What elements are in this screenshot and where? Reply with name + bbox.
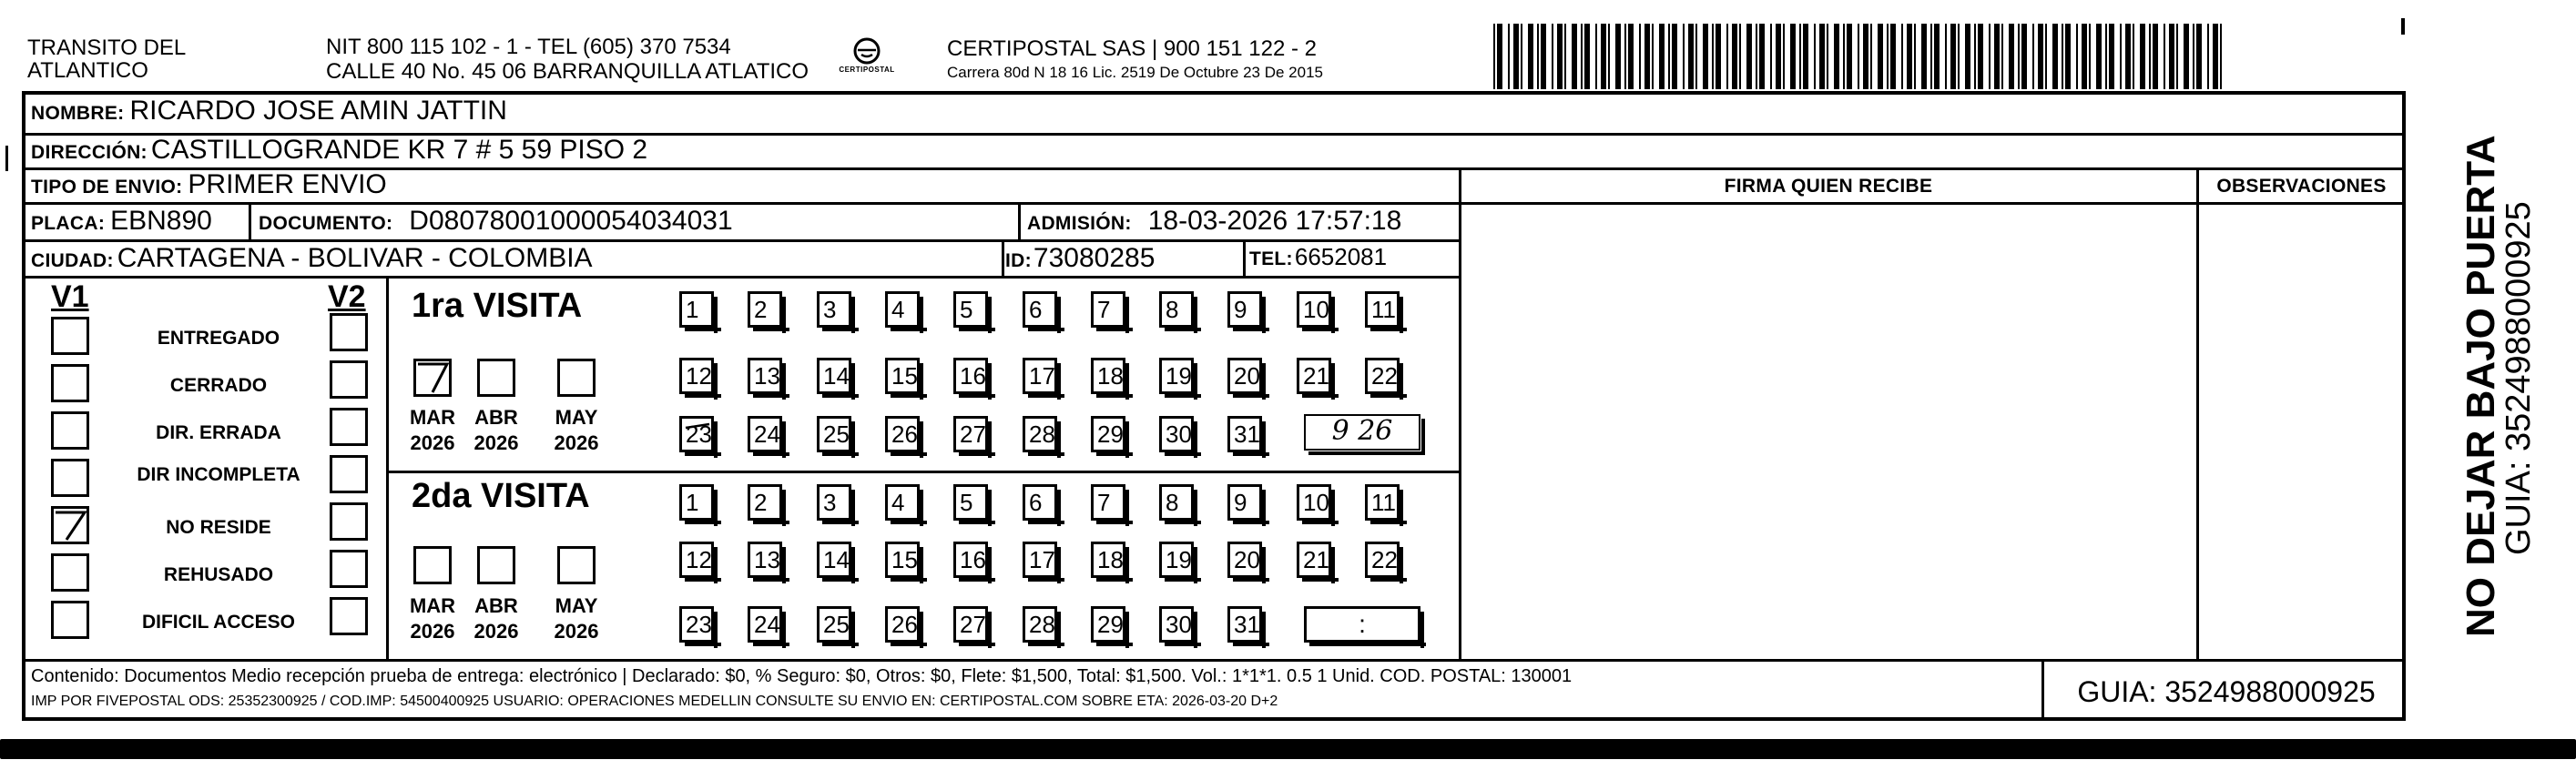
visit1-month-name: MAR	[409, 406, 456, 429]
address-row	[31, 135, 647, 166]
barcode-bar	[1858, 24, 1859, 89]
visit1-month-checkbox-abr[interactable]	[477, 359, 515, 397]
visit2-month-year: 2026	[554, 620, 599, 643]
barcode-bar	[1726, 24, 1728, 89]
visit1-day-6[interactable]: 6	[1023, 291, 1057, 328]
barcode-bar	[1644, 24, 1650, 89]
visit2-day-27[interactable]: 27	[953, 606, 988, 643]
visit2-time-placeholder: :	[1359, 610, 1366, 638]
reason-label-4: DIR INCOMPLETA	[137, 464, 300, 485]
visit1-day-29[interactable]: 29	[1091, 416, 1125, 452]
month-checkmark-icon	[416, 361, 449, 394]
city-label: CIUDAD:	[31, 250, 114, 271]
barcode-bar	[1827, 24, 1828, 89]
v2-checkbox-4[interactable]	[330, 455, 368, 493]
barcode-bar	[2045, 24, 2047, 89]
barcode-bar	[1799, 24, 1801, 89]
barcode-bar	[1843, 24, 1845, 89]
observations-column-header: OBSERVACIONES	[2216, 176, 2387, 197]
barcode-bar	[1608, 24, 1610, 89]
sender-address: CALLE 40 No. 45 06 BARRANQUILLA ATLATICO	[326, 59, 809, 84]
barcode-bar	[1950, 24, 1956, 89]
visit2-day-6[interactable]: 6	[1023, 484, 1057, 521]
visit2-month-year: 2026	[410, 620, 455, 643]
v2-checkbox-3[interactable]	[330, 408, 368, 446]
visit1-day-10[interactable]: 10	[1297, 291, 1331, 328]
visit2-day-25[interactable]: 25	[817, 606, 851, 643]
reason-label-3: DIR. ERRADA	[156, 422, 281, 443]
document-value: D08078001000054034031	[409, 206, 733, 236]
visit2-day-8[interactable]: 8	[1159, 484, 1194, 521]
v2-checkbox-1[interactable]	[330, 313, 368, 351]
barcode-bar	[2062, 24, 2063, 89]
day-strike-mark-icon	[682, 419, 713, 450]
barcode-bar	[2213, 24, 2218, 89]
v2-checkbox-2[interactable]	[330, 360, 368, 399]
barcode-bar	[2009, 24, 2014, 89]
visit2-month-label-mar	[401, 593, 464, 644]
visit1-time-handwritten: 9 26	[1331, 415, 1393, 447]
name-label: NOMBRE:	[31, 103, 125, 124]
visit1-day-8[interactable]: 8	[1159, 291, 1194, 328]
tel-label: TEL:	[1249, 248, 1293, 269]
visit1-month-label-mar	[401, 405, 464, 456]
left-edge-mark	[5, 146, 8, 171]
barcode-bar	[1994, 24, 2000, 89]
barcode-bar	[1887, 24, 1889, 89]
visit2-day-21[interactable]: 21	[1297, 542, 1331, 578]
bottom-bar	[0, 739, 2576, 759]
visit1-day-11[interactable]: 11	[1365, 291, 1400, 328]
barcode-bar	[2164, 24, 2165, 89]
barcode-bar	[1878, 24, 1883, 89]
visit2-day-29[interactable]: 29	[1091, 606, 1125, 643]
city-cell	[31, 243, 593, 274]
visit2-day-17[interactable]: 17	[1023, 542, 1057, 578]
barcode-bar	[1581, 24, 1583, 89]
barcode-bar	[1803, 24, 1808, 89]
sender-nit-tel: NIT 800 115 102 - 1 - TEL (605) 370 7534	[326, 35, 731, 59]
barcode-bar	[1672, 24, 1677, 89]
reason-label-5: NO RESIDE	[166, 517, 271, 538]
visit1-title: 1ra VISITA	[412, 287, 583, 325]
visit2-month-name: MAY	[555, 594, 598, 617]
send-type-label: TIPO DE ENVIO:	[31, 177, 183, 198]
visit2-day-15[interactable]: 15	[885, 542, 920, 578]
v1-checkbox-3[interactable]	[51, 411, 89, 450]
barcode-bar	[1601, 24, 1606, 89]
id-label: ID:	[1005, 250, 1032, 271]
barcode-bar	[2184, 24, 2189, 89]
visit1-month-name: ABR	[474, 406, 518, 429]
v2-checkbox-5[interactable]	[330, 502, 368, 541]
barcode-bar	[1659, 24, 1665, 89]
certipostal-logo	[830, 36, 903, 82]
visit2-day-14[interactable]: 14	[817, 542, 851, 578]
v2-header: V2	[328, 279, 366, 314]
visit2-day-23[interactable]: 23	[679, 606, 714, 643]
barcode-bar	[1628, 24, 1634, 89]
visit1-day-27[interactable]: 27	[953, 416, 988, 452]
v1-checkbox-4[interactable]	[51, 459, 89, 497]
barcode-bar	[1934, 24, 1940, 89]
address-label: DIRECCIÓN:	[31, 142, 148, 163]
barcode-bar	[1989, 24, 1991, 89]
visit2-month-checkbox-may[interactable]	[557, 546, 596, 584]
barcode-bar	[1814, 24, 1816, 89]
visit1-day-30[interactable]: 30	[1159, 416, 1194, 452]
barcode-bar	[2149, 24, 2151, 89]
visit1-month-year: 2026	[473, 431, 519, 454]
visit2-day-13[interactable]: 13	[748, 542, 782, 578]
barcode-bar	[2120, 24, 2122, 89]
visit1-month-checkbox-mar[interactable]	[413, 359, 452, 397]
visit2-day-19[interactable]: 19	[1159, 542, 1194, 578]
sender-info	[326, 35, 809, 84]
barcode-bar	[1513, 24, 1519, 89]
barcode-bar	[2082, 24, 2087, 89]
visit2-time-box[interactable]	[1304, 606, 1420, 643]
send-type-row	[31, 169, 387, 200]
document-label: DOCUMENTO:	[259, 213, 393, 234]
visit1-month-year: 2026	[410, 431, 455, 454]
visit2-day-10[interactable]: 10	[1297, 484, 1331, 521]
signature-column-header: FIRMA QUIEN RECIBE	[1724, 176, 1933, 197]
barcode-bar	[2169, 24, 2174, 89]
sender-name-line2: ATLANTICO	[27, 58, 148, 83]
barcode-bar	[1528, 24, 1533, 89]
barcode-bar	[1668, 24, 1670, 89]
barcode-bar	[1746, 24, 1752, 89]
barcode-bar	[1901, 24, 1903, 89]
visit2-day-9[interactable]: 9	[1227, 484, 1262, 521]
visit1-month-checkbox-may[interactable]	[557, 359, 596, 397]
barcode-bar	[2140, 24, 2145, 89]
visit2-day-26[interactable]: 26	[885, 606, 920, 643]
barcode-bar	[1639, 24, 1641, 89]
sender-name-line1: TRANSITO DEL	[27, 35, 187, 60]
visit1-day-24[interactable]: 24	[748, 416, 782, 452]
visit1-month-year: 2026	[554, 431, 599, 454]
barcode-bar	[1564, 24, 1566, 89]
visit1-month-label-may	[545, 405, 608, 456]
barcode-bar	[1770, 24, 1772, 89]
visit1-day-18[interactable]: 18	[1091, 358, 1125, 394]
barcode-bar	[2018, 24, 2020, 89]
carrier-info	[947, 36, 1323, 84]
carrier-address: Carrera 80d N 18 16 Lic. 2519 De Octubre 23 De 2015	[947, 64, 1323, 81]
barcode-bar	[1790, 24, 1796, 89]
visit1-day-17[interactable]: 17	[1023, 358, 1057, 394]
barcode-bar	[1493, 24, 1495, 89]
visit1-day-14[interactable]: 14	[817, 358, 851, 394]
reason-label-7: DIFICIL ACCESO	[141, 612, 295, 633]
barcode-bar	[2038, 24, 2043, 89]
reason-label-2: CERRADO	[169, 375, 268, 396]
visit2-day-16[interactable]: 16	[953, 542, 988, 578]
barcode-bar	[1595, 24, 1597, 89]
barcode-bar	[1688, 24, 1694, 89]
barcode-bar	[2220, 24, 2222, 89]
barcode-bar	[1890, 24, 1896, 89]
v1-checkbox-1[interactable]	[51, 317, 89, 355]
admission-value: 18-03-2026 17:57:18	[1147, 206, 1402, 236]
carrier-name-nit: CERTIPOSTAL SAS | 900 151 122 - 2	[947, 36, 1317, 61]
barcode-bar	[1965, 24, 1970, 89]
v1-checkbox-5[interactable]	[51, 506, 89, 544]
visit2-month-name: MAR	[409, 594, 456, 617]
visit2-month-label-abr	[464, 593, 528, 644]
visit2-month-year: 2026	[473, 620, 519, 643]
document-cell	[259, 206, 733, 237]
visit2-day-18[interactable]: 18	[1091, 542, 1125, 578]
v2-checkbox-6[interactable]	[330, 550, 368, 588]
id-value: 73080285	[1033, 243, 1156, 273]
recipient-name: RICARDO JOSE AMIN JATTIN	[129, 96, 507, 126]
visit2-month-label-may	[545, 593, 608, 644]
barcode-bar	[2125, 24, 2131, 89]
barcode-bar	[1732, 24, 1737, 89]
visit1-month-label-abr	[464, 405, 528, 456]
barcode-bar	[1508, 24, 1510, 89]
recipient-address: CASTILLOGRANDE KR 7 # 5 59 PISO 2	[150, 135, 648, 165]
barcode-bar	[2109, 24, 2114, 89]
barcode-bar	[1870, 24, 1872, 89]
visit1-day-22[interactable]: 22	[1365, 358, 1400, 394]
visit1-day-12[interactable]: 12	[679, 358, 714, 394]
barcode-bar	[1759, 24, 1765, 89]
barcode-bar	[2021, 24, 2027, 89]
barcode-bar	[1863, 24, 1868, 89]
barcode-bar	[1683, 24, 1685, 89]
visit2-day-30[interactable]: 30	[1159, 606, 1194, 643]
sender-name	[27, 36, 186, 82]
barcode-bar	[2032, 24, 2034, 89]
barcode-bar	[1703, 24, 1708, 89]
visit1-day-23[interactable]: 23	[679, 416, 714, 452]
barcode-bar	[1552, 24, 1553, 89]
visit1-day-5[interactable]: 5	[953, 291, 988, 328]
barcode-bar	[1615, 24, 1621, 89]
certipostal-logo-icon	[850, 36, 884, 66]
visit2-month-checkbox-abr[interactable]	[477, 546, 515, 584]
visit1-day-28[interactable]: 28	[1023, 416, 1057, 452]
barcode-bar	[1624, 24, 1626, 89]
visit2-day-4[interactable]: 4	[885, 484, 920, 521]
barcode-bar	[2153, 24, 2158, 89]
v1-checkbox-2[interactable]	[51, 364, 89, 402]
visit2-day-20[interactable]: 20	[1227, 542, 1262, 578]
logo-caption: CERTIPOSTAL	[839, 66, 895, 74]
barcode-bar	[1557, 24, 1563, 89]
barcode	[1493, 24, 2227, 89]
plate-value: EBN890	[110, 206, 212, 236]
barcode-bar	[2065, 24, 2071, 89]
barcode-bar	[1783, 24, 1785, 89]
barcode-bar	[1907, 24, 1912, 89]
visit1-day-20[interactable]: 20	[1227, 358, 1262, 394]
name-row	[31, 96, 507, 127]
print-line: IMP POR FIVEPOSTAL ODS: 25352300925 / COD.IMP: 54500400925 USUARIO: OPERACIONES MEDELLIN CONSULTE SU ENVIO EN: CERTIPOSTAL.COM SOBRE ETA: 2026-03-20 D+2	[31, 694, 1278, 709]
visit2-day-2[interactable]: 2	[748, 484, 782, 521]
barcode-bar	[1497, 24, 1502, 89]
admission-label: ADMISIÓN:	[1027, 213, 1132, 234]
barcode-bar	[1945, 24, 1947, 89]
visit2-day-24[interactable]: 24	[748, 606, 782, 643]
visit1-day-21[interactable]: 21	[1297, 358, 1331, 394]
barcode-bar	[2133, 24, 2134, 89]
barcode-bar	[2193, 24, 2194, 89]
visit2-day-11[interactable]: 11	[1365, 484, 1400, 521]
v2-checkbox-7[interactable]	[330, 597, 368, 635]
admission-cell	[1027, 206, 1401, 237]
barcode-bar	[1652, 24, 1654, 89]
visit1-day-9[interactable]: 9	[1227, 291, 1262, 328]
barcode-bar	[1958, 24, 1960, 89]
reason-label-6: REHUSADO	[163, 564, 274, 585]
v1-checkmark-icon	[54, 509, 87, 542]
v1-checkbox-6[interactable]	[51, 553, 89, 592]
visit1-day-2[interactable]: 2	[748, 291, 782, 328]
visit2-day-3[interactable]: 3	[817, 484, 851, 521]
barcode-bar	[1572, 24, 1577, 89]
visit1-time-box[interactable]	[1304, 414, 1420, 451]
v1-header: V1	[51, 279, 89, 314]
guia-footer: GUIA: 3524988000925	[2077, 675, 2376, 708]
side-warning: NO DEJAR BAJO PUERTA	[2459, 135, 2503, 637]
barcode-bar	[2096, 24, 2102, 89]
barcode-bar	[1921, 24, 1927, 89]
barcode-bar	[1914, 24, 1916, 89]
barcode-bar	[2052, 24, 2058, 89]
barcode-bar	[1716, 24, 1721, 89]
barcode-bar	[1756, 24, 1757, 89]
v1-checkbox-7[interactable]	[51, 601, 89, 639]
barcode-bar	[1712, 24, 1714, 89]
visit2-day-5[interactable]: 5	[953, 484, 988, 521]
barcode-bar	[1695, 24, 1697, 89]
barcode-bar	[1834, 24, 1839, 89]
send-type-value: PRIMER ENVIO	[188, 169, 387, 199]
visit1-day-31[interactable]: 31	[1227, 416, 1262, 452]
barcode-bar	[2001, 24, 2003, 89]
visit2-day-7[interactable]: 7	[1091, 484, 1125, 521]
barcode-bar	[1541, 24, 1546, 89]
visit1-day-4[interactable]: 4	[885, 291, 920, 328]
side-guia: GUIA: 3524988000925	[2500, 201, 2538, 555]
barcode-bar	[1819, 24, 1825, 89]
corner-mark	[2401, 18, 2405, 35]
barcode-bar	[1776, 24, 1781, 89]
barcode-bar	[2196, 24, 2202, 89]
visit1-day-19[interactable]: 19	[1159, 358, 1194, 394]
barcode-bar	[1847, 24, 1852, 89]
barcode-bar	[2089, 24, 2091, 89]
barcode-bar	[1537, 24, 1539, 89]
plate-cell	[31, 206, 212, 237]
visit1-day-1[interactable]: 1	[679, 291, 714, 328]
visit2-title: 2da VISITA	[412, 477, 590, 515]
plate-label: PLACA:	[31, 213, 106, 234]
barcode-bar	[1739, 24, 1741, 89]
barcode-bar	[2076, 24, 2078, 89]
barcode-bar	[1930, 24, 1932, 89]
visit2-day-31[interactable]: 31	[1227, 606, 1262, 643]
barcode-bar	[1584, 24, 1590, 89]
barcode-bar	[1521, 24, 1522, 89]
visit2-day-1[interactable]: 1	[679, 484, 714, 521]
city-value: CARTAGENA - BOLIVAR - COLOMBIA	[117, 243, 593, 273]
reason-label-1: ENTREGADO	[157, 328, 280, 349]
visit2-day-12[interactable]: 12	[679, 542, 714, 578]
tel-value: 6652081	[1294, 243, 1388, 270]
visit1-day-15[interactable]: 15	[885, 358, 920, 394]
barcode-bar	[2176, 24, 2178, 89]
visit1-day-3[interactable]: 3	[817, 291, 851, 328]
visit1-day-26[interactable]: 26	[885, 416, 920, 452]
barcode-bar	[2207, 24, 2209, 89]
visit1-day-7[interactable]: 7	[1091, 291, 1125, 328]
visit2-month-name: ABR	[474, 594, 518, 617]
visit1-day-13[interactable]: 13	[748, 358, 782, 394]
visit2-month-checkbox-mar[interactable]	[413, 546, 452, 584]
barcode-bar	[1974, 24, 1976, 89]
tel-cell	[1249, 243, 1387, 271]
visit1-day-16[interactable]: 16	[953, 358, 988, 394]
contents-line: Contenido: Documentos Medio recepción prueba de entrega: electrónico | Declarado: $0, % Seguro: $0, Otros: $0, Flete: $1,500, Total: $1,500. Vol.: 1*1*1. 0.5 1 Unid. COD. POSTAL: 130001	[31, 666, 1573, 686]
id-cell	[1005, 243, 1155, 274]
visit1-month-name: MAY	[555, 406, 598, 429]
barcode-bar	[1978, 24, 1983, 89]
visit2-day-22[interactable]: 22	[1365, 542, 1400, 578]
visit2-day-28[interactable]: 28	[1023, 606, 1057, 643]
visit1-day-25[interactable]: 25	[817, 416, 851, 452]
barcode-bar	[2105, 24, 2107, 89]
